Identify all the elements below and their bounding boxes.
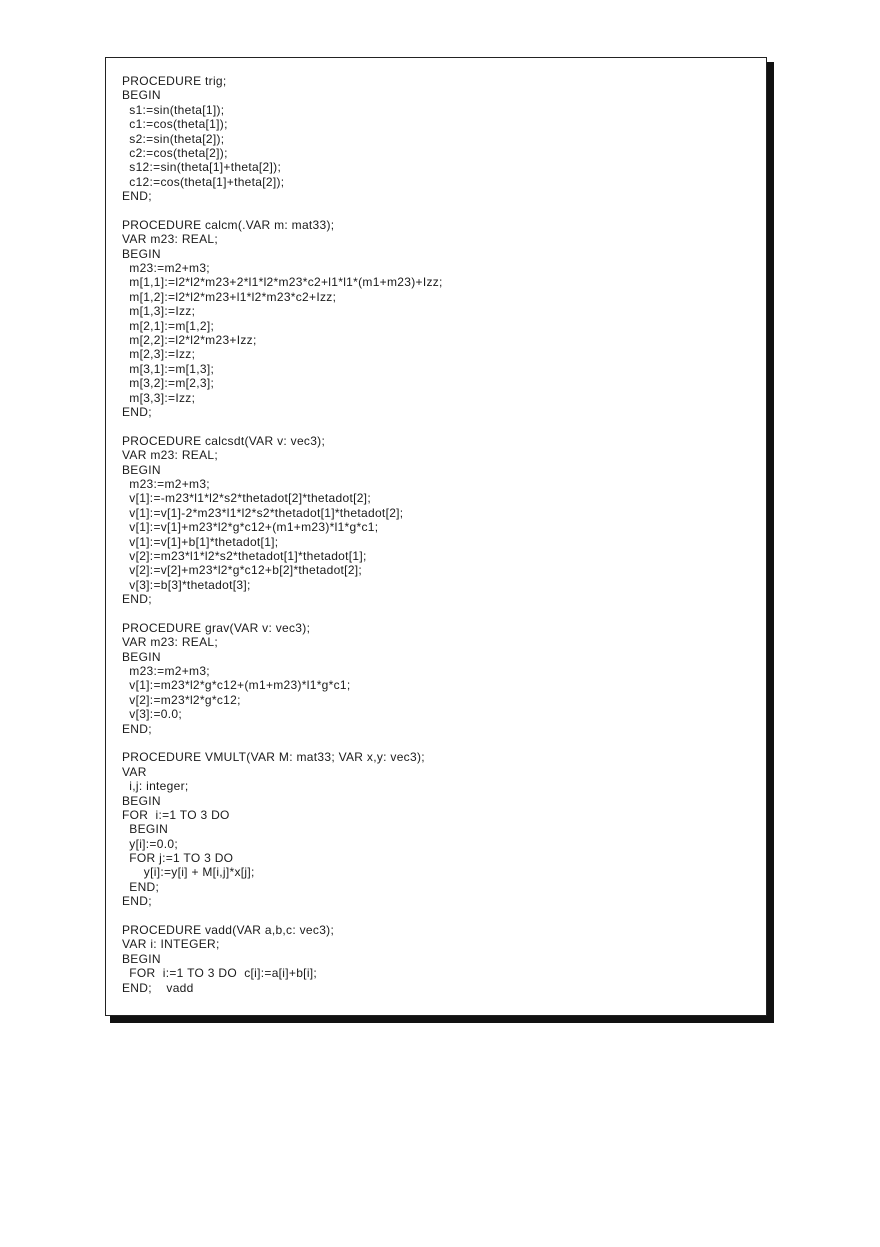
- code-line: FOR i:=1 TO 3 DO: [122, 807, 230, 822]
- code-line: END;: [122, 592, 152, 607]
- code-line: PROCEDURE grav(VAR v: vec3);: [122, 620, 311, 635]
- code-line: VAR: [122, 764, 147, 779]
- code-line: s12:=sin(theta[1]+theta[2]);: [122, 160, 282, 175]
- code-line: v[2]:=m23*l1*l2*s2*thetadot[1]*thetadot[1];: [122, 548, 367, 563]
- code-line: BEGIN: [122, 462, 161, 477]
- code-line: BEGIN: [122, 88, 161, 103]
- code-line: PROCEDURE calcm(.VAR m: mat33);: [122, 217, 335, 232]
- code-line: PROCEDURE VMULT(VAR M: mat33; VAR x,y: vec3);: [122, 750, 425, 765]
- code-line: END; vadd: [122, 980, 194, 995]
- code-line: m23:=m2+m3;: [122, 476, 210, 491]
- code-line: VAR m23: REAL;: [122, 448, 219, 463]
- code-line: VAR i: INTEGER;: [122, 937, 220, 952]
- code-line: v[1]:=-m23*l1*l2*s2*thetadot[2]*thetadot[2];: [122, 491, 371, 506]
- code-line: BEGIN: [122, 822, 169, 837]
- code-line: m[1,2]:=l2*l2*m23+l1*l2*m23*c2+Izz;: [122, 289, 337, 304]
- code-line: m[1,1]:=l2*l2*m23+2*l1*l2*m23*c2+l1*l1*(m1+m23)+Izz;: [122, 275, 443, 290]
- code-line: END;: [122, 189, 152, 204]
- code-line: c12:=cos(theta[1]+theta[2]);: [122, 174, 285, 189]
- code-line: END;: [122, 879, 160, 894]
- code-line: VAR m23: REAL;: [122, 635, 219, 650]
- code-line: v[1]:=m23*l2*g*c12+(m1+m23)*l1*g*c1;: [122, 678, 351, 693]
- code-line: BEGIN: [122, 649, 161, 664]
- code-line: i,j: integer;: [122, 779, 189, 794]
- code-line: c2:=cos(theta[2]);: [122, 145, 228, 160]
- code-line: BEGIN: [122, 951, 161, 966]
- code-line: v[3]:=0.0;: [122, 707, 182, 722]
- code-listing-box: [105, 57, 767, 1016]
- code-line: VAR m23: REAL;: [122, 232, 219, 247]
- code-line: PROCEDURE vadd(VAR a,b,c: vec3);: [122, 923, 335, 938]
- code-line: [122, 606, 443, 620]
- code-line: s1:=sin(theta[1]);: [122, 102, 225, 117]
- code-line: END;: [122, 894, 152, 909]
- code-line: [122, 204, 443, 218]
- code-line: m[1,3]:=Izz;: [122, 304, 196, 319]
- code-line: m[3,2]:=m[2,3];: [122, 376, 215, 391]
- code-line: v[1]:=v[1]-2*m23*l1*l2*s2*thetadot[1]*thetadot[2];: [122, 505, 404, 520]
- code-line: v[2]:=m23*l2*g*c12;: [122, 692, 241, 707]
- code-line: m[2,3]:=Izz;: [122, 347, 196, 362]
- code-line: m[2,2]:=l2*l2*m23+Izz;: [122, 333, 257, 348]
- code-line: [122, 419, 443, 433]
- code-line: END;: [122, 721, 152, 736]
- code-line: m[3,3]:=Izz;: [122, 390, 196, 405]
- code-line: BEGIN: [122, 793, 161, 808]
- code-line: [122, 909, 443, 923]
- code-line: FOR i:=1 TO 3 DO c[i]:=a[i]+b[i];: [122, 966, 318, 981]
- code-line: BEGIN: [122, 246, 161, 261]
- code-line: m23:=m2+m3;: [122, 261, 210, 276]
- code-line: PROCEDURE trig;: [122, 74, 227, 88]
- code-line: PROCEDURE calcsdt(VAR v: vec3);: [122, 433, 326, 448]
- code-line: s2:=sin(theta[2]);: [122, 131, 225, 146]
- code-line: m23:=m2+m3;: [122, 664, 210, 679]
- code-listing: [122, 74, 443, 995]
- code-line: v[2]:=v[2]+m23*l2*g*c12+b[2]*thetadot[2];: [122, 563, 363, 578]
- code-line: m[2,1]:=m[1,2];: [122, 318, 215, 333]
- code-line: y[i]:=y[i] + M[i,j]*x[j];: [122, 865, 255, 880]
- code-line: [122, 736, 443, 750]
- code-line: y[i]:=0.0;: [122, 836, 178, 851]
- code-line: END;: [122, 404, 152, 419]
- code-line: m[3,1]:=m[1,3];: [122, 361, 215, 376]
- code-line: v[1]:=v[1]+b[1]*thetadot[1];: [122, 534, 279, 549]
- code-line: v[1]:=v[1]+m23*l2*g*c12+(m1+m23)*l1*g*c1;: [122, 520, 379, 535]
- code-line: v[3]:=b[3]*thetadot[3];: [122, 577, 251, 592]
- code-line: c1:=cos(theta[1]);: [122, 117, 228, 132]
- code-line: FOR j:=1 TO 3 DO: [122, 851, 234, 866]
